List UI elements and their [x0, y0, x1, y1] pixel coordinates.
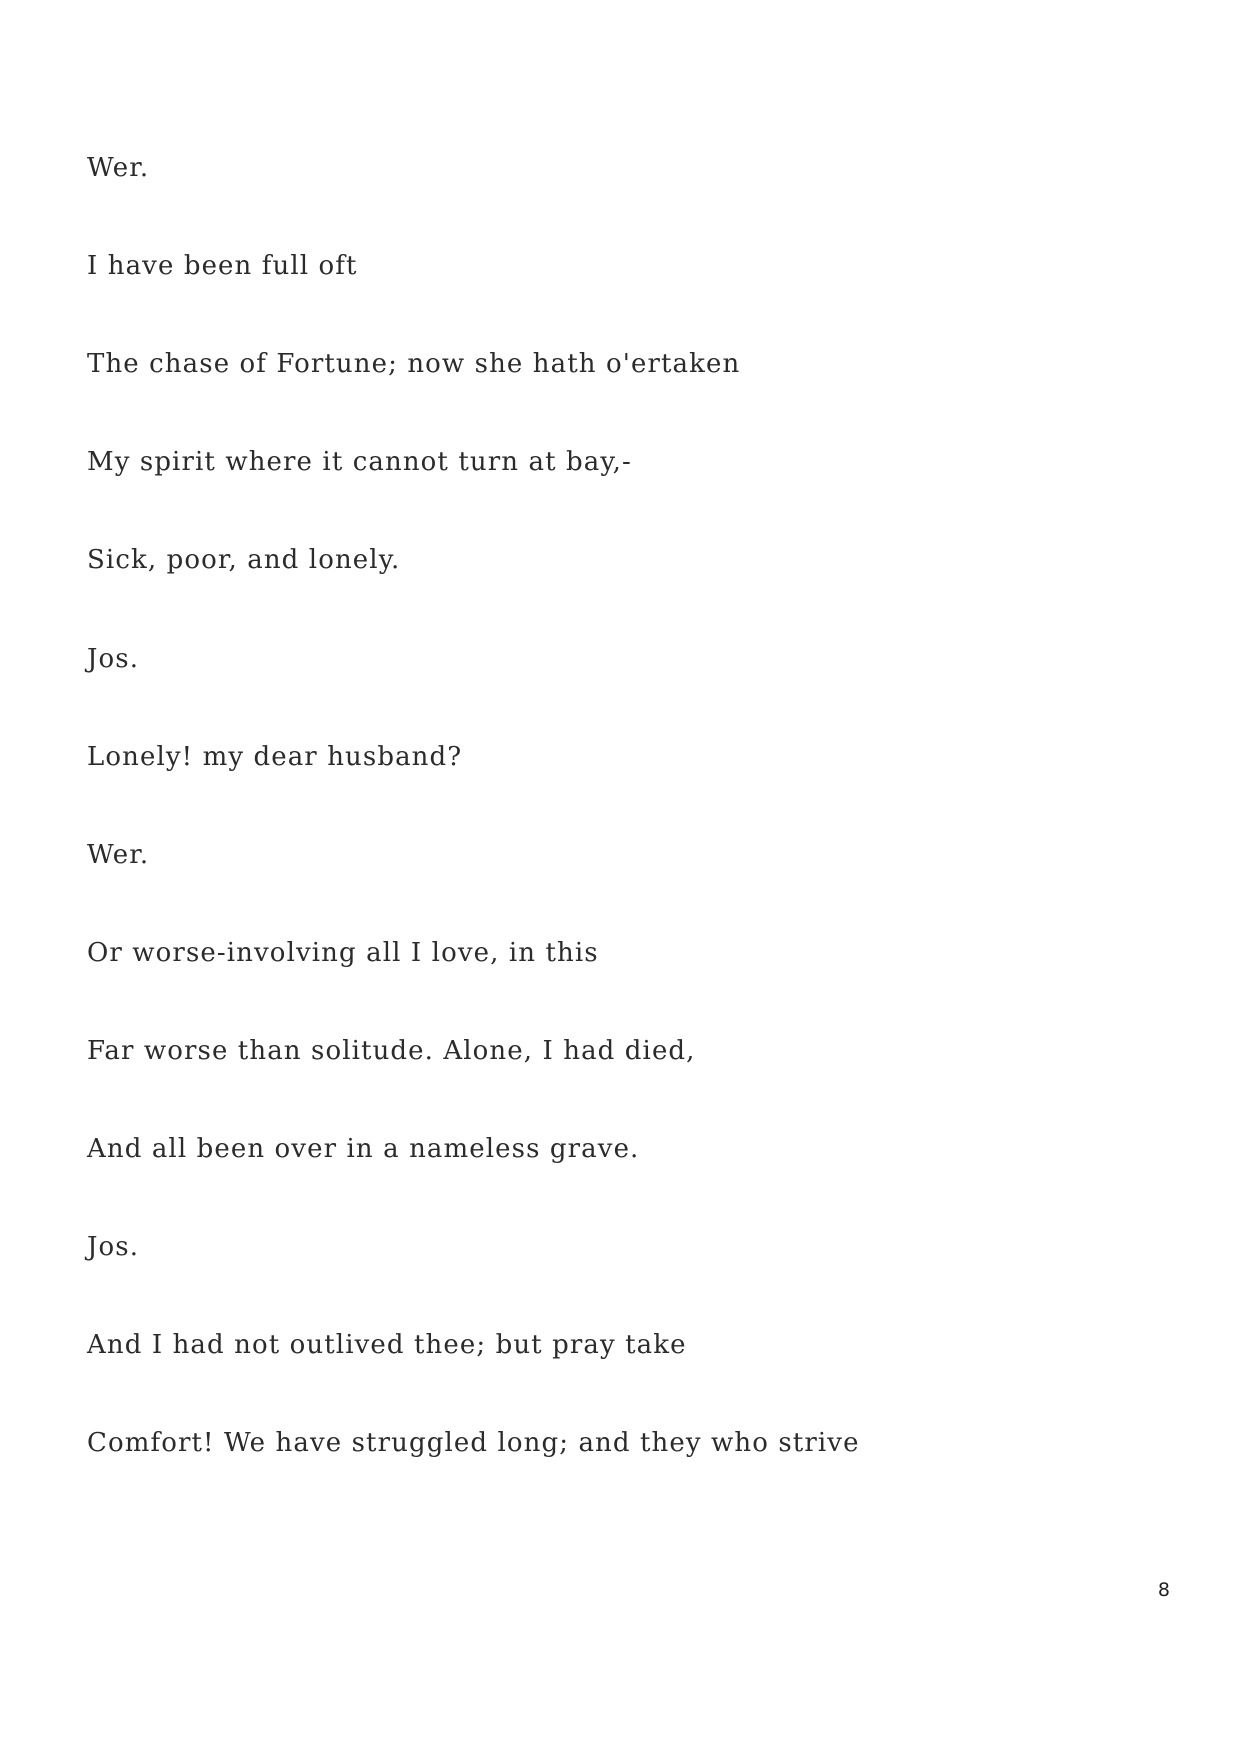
page-number: 8: [1157, 1579, 1170, 1601]
verse-line: Far worse than solitude. Alone, I had died,: [87, 1036, 696, 1066]
speaker-label: Jos.: [87, 1232, 140, 1262]
verse-line: And I had not outlived thee; but pray take: [87, 1330, 687, 1360]
verse-line: And all been over in a nameless grave.: [87, 1134, 640, 1164]
verse-line: Sick, poor, and lonely.: [87, 545, 401, 575]
verse-line: Comfort! We have struggled long; and they who strive: [87, 1428, 860, 1458]
speaker-label: Wer.: [87, 153, 150, 183]
verse-line: Lonely! my dear husband?: [87, 742, 463, 772]
verse-line: The chase of Fortune; now she hath o'ertaken: [87, 349, 741, 379]
speaker-label: Jos.: [87, 644, 140, 674]
speaker-label: Wer.: [87, 840, 150, 870]
verse-line: I have been full oft: [87, 251, 358, 281]
verse-line: My spirit where it cannot turn at bay,-: [87, 447, 632, 477]
verse-line: Or worse-involving all I love, in this: [87, 938, 599, 968]
